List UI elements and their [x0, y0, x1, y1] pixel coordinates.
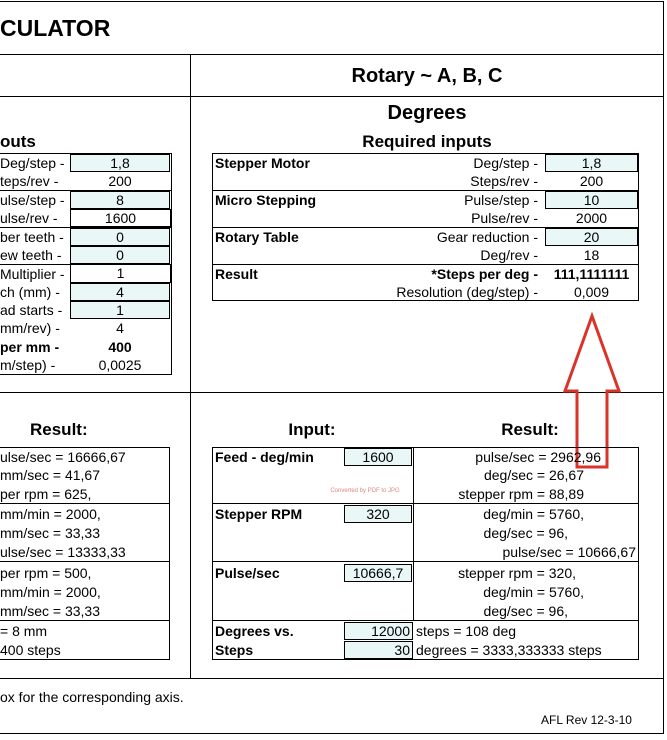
- rotary-deg-step-input[interactable]: 1,8: [545, 154, 638, 172]
- stepper-rpm-input[interactable]: 320: [344, 505, 412, 523]
- degrees-vs-label: Degrees vs.: [215, 623, 294, 639]
- stepper-rpm-label: Stepper RPM: [215, 506, 303, 522]
- left-row-label: ew teeth -: [0, 247, 62, 263]
- rotary-row-value: 0,009: [573, 284, 610, 300]
- degrees-input[interactable]: 30: [344, 641, 413, 659]
- steps-result: steps = 108 deg: [416, 623, 517, 639]
- input-heading: Input:: [288, 420, 336, 439]
- rotary-title: Rotary ~ A, B, C: [351, 65, 503, 87]
- pulse-sec-label: Pulse/sec: [215, 565, 280, 581]
- left-row-label: per mm -: [0, 339, 60, 355]
- left-result-line: per rpm = 500,: [0, 565, 92, 581]
- rotary-row-value: 200: [579, 173, 604, 189]
- left-result-line: = 8 mm: [0, 623, 48, 639]
- left-teeth-input[interactable]: 0: [70, 228, 170, 246]
- left-result-line: mm/min = 2000,: [0, 506, 101, 522]
- rotary-row-label: Deg/step -: [473, 155, 538, 171]
- left-pulse-step-input[interactable]: 8: [70, 191, 170, 209]
- left-row-value: 1600: [70, 209, 171, 227]
- degrees-result: degrees = 3333,333333 steps: [416, 642, 602, 658]
- rotary-row-label: Pulse/rev -: [471, 210, 538, 226]
- left-result-line: mm/sec = 41,67: [0, 467, 100, 483]
- left-pitch-input[interactable]: 4: [70, 283, 170, 301]
- left-row-label: Deg/step -: [0, 155, 65, 171]
- left-row-value: 1: [70, 264, 171, 283]
- section-micro-stepping: Micro Stepping: [215, 192, 317, 208]
- left-row-label: ad starts -: [0, 302, 63, 318]
- rotary-row-label: Pulse/step -: [464, 192, 538, 208]
- left-row-label: teps/rev -: [0, 173, 59, 189]
- left-deg-step-input[interactable]: 1,8: [70, 154, 170, 172]
- left-row-value: 200: [108, 173, 132, 189]
- left-row-value: 0,0025: [98, 357, 142, 373]
- left-inputs-heading: outs: [0, 132, 36, 151]
- pulse-result-line: stepper rpm = 320,: [458, 565, 576, 581]
- pulse-result-line: deg/min = 5760,: [483, 584, 584, 600]
- pulse-sec-input[interactable]: 10666,7: [344, 564, 412, 582]
- left-row-label: ulse/rev -: [0, 210, 58, 226]
- left-row-label: ber teeth -: [0, 229, 64, 245]
- left-row-label: m/step) -: [0, 357, 56, 373]
- rotary-row-label: Steps/rev -: [470, 173, 538, 189]
- section-result: Result: [215, 266, 258, 282]
- result-heading: Result:: [501, 420, 559, 439]
- left-result-line: per rpm = 625,: [0, 486, 92, 502]
- steps-per-deg-value: 111,1111111: [553, 266, 630, 282]
- steps-label: Steps: [215, 642, 254, 658]
- rotary-gear-reduction-input[interactable]: 20: [545, 228, 638, 246]
- rotary-row-value: 18: [583, 247, 600, 263]
- revision-label: AFL Rev 12-3-10: [541, 713, 632, 727]
- left-row-label: ch (mm) -: [0, 284, 60, 300]
- left-new-teeth-input[interactable]: 0: [70, 246, 170, 264]
- left-result-heading: Result:: [30, 420, 88, 439]
- left-result-line: mm/sec = 33,33: [0, 603, 100, 619]
- steps-per-deg-label: *Steps per deg -: [431, 266, 538, 282]
- left-row-label: Multiplier -: [0, 266, 65, 282]
- pulse-result-line: deg/sec = 96,: [483, 603, 568, 619]
- rpm-result-line: deg/sec = 96,: [483, 525, 568, 541]
- rotary-row-value: 2000: [575, 210, 608, 226]
- steps-input[interactable]: 12000: [344, 622, 413, 640]
- section-rotary-table: Rotary Table: [215, 229, 299, 245]
- left-result-line: mm/min = 2000,: [0, 584, 101, 600]
- left-result-line: mm/sec = 33,33: [0, 525, 100, 541]
- left-row-label: mm/rev) -: [0, 320, 60, 336]
- left-result-line: 400 steps: [0, 642, 61, 658]
- left-row-value: 4: [116, 320, 124, 336]
- watermark: Converted by PDF to JPG: [330, 488, 400, 494]
- rotary-row-label: Gear reduction -: [436, 229, 538, 245]
- left-result-line: ulse/sec = 16666,67: [0, 449, 126, 465]
- rpm-result-line: deg/min = 5760,: [483, 506, 584, 522]
- footer-note: ox for the corresponding axis.: [0, 689, 184, 705]
- left-row-value: 400: [108, 339, 132, 355]
- left-row-label: ulse/step -: [0, 192, 65, 208]
- rotary-pulse-step-input[interactable]: 10: [545, 191, 638, 209]
- required-inputs-heading: Required inputs: [362, 132, 492, 151]
- feed-result-line: pulse/sec = 2962,96: [475, 449, 601, 465]
- page-title: CULATOR: [0, 15, 111, 41]
- degrees-subtitle: Degrees: [387, 102, 467, 124]
- rpm-result-line: pulse/sec = 10666,67: [502, 544, 636, 560]
- feed-deg-min-label: Feed - deg/min: [215, 449, 314, 465]
- feed-deg-min-input[interactable]: 1600: [344, 448, 412, 466]
- section-stepper-motor: Stepper Motor: [215, 155, 310, 171]
- up-arrow-icon: [560, 312, 624, 472]
- feed-result-line: deg/sec = 26,67: [483, 467, 584, 483]
- feed-result-line: stepper rpm = 88,89: [458, 486, 584, 502]
- left-lead-starts-input[interactable]: 1: [70, 301, 170, 319]
- rotary-row-label: Resolution (deg/step) -: [396, 284, 538, 300]
- left-result-line: ulse/sec = 13333,33: [0, 544, 126, 560]
- rotary-row-label: Deg/rev -: [480, 247, 538, 263]
